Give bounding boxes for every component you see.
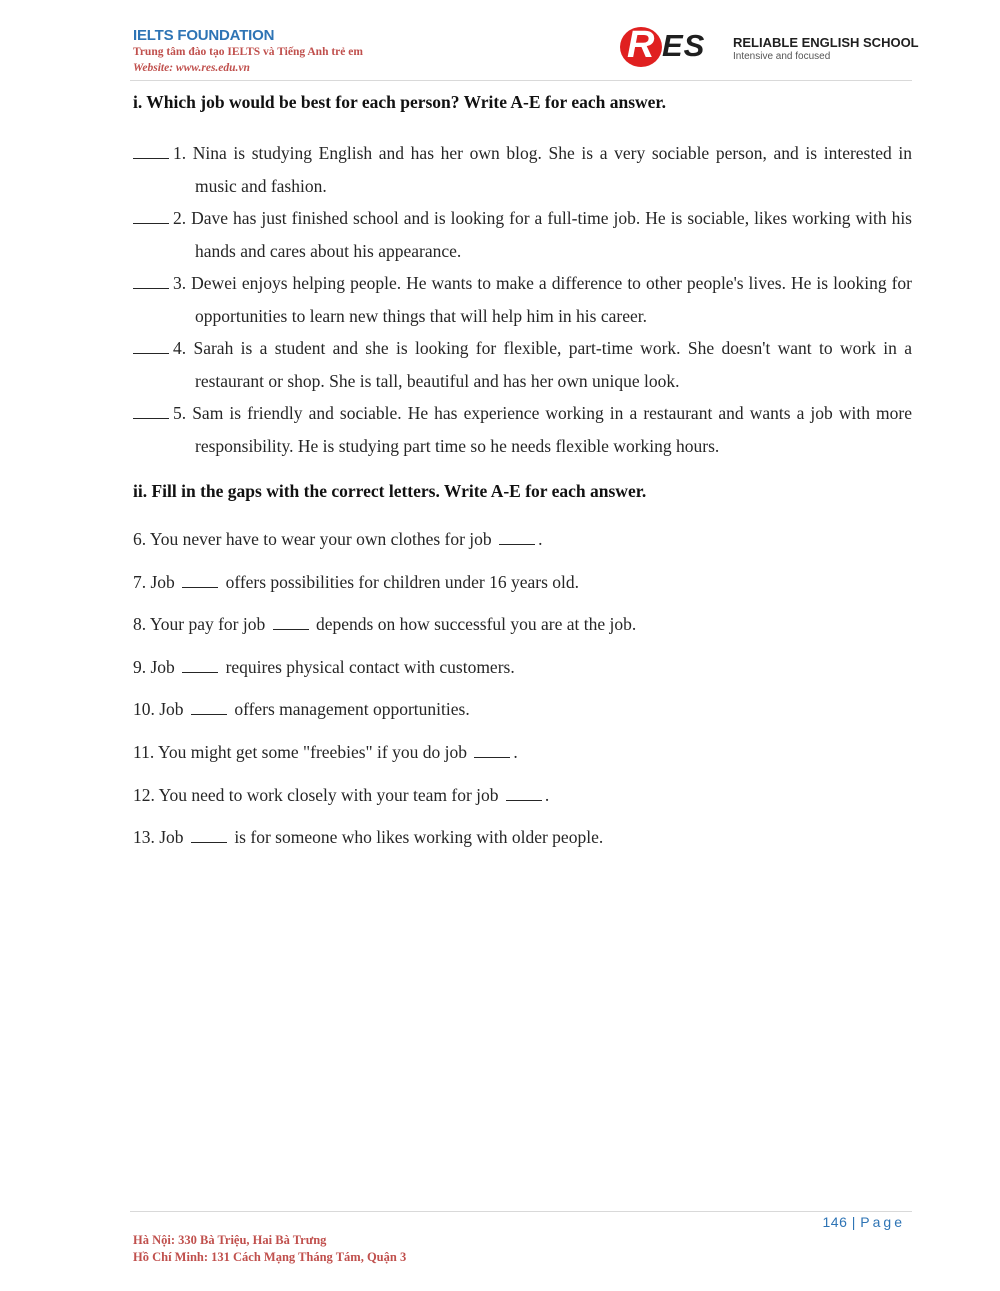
header-divider	[130, 80, 912, 81]
answer-blank[interactable]	[182, 658, 218, 673]
res-logo	[620, 24, 919, 70]
answer-blank[interactable]	[133, 339, 169, 354]
section2-heading: ii. Fill in the gaps with the correct letters. Write A-E for each answer.	[133, 481, 647, 501]
logo-es-letters: ES	[662, 28, 706, 63]
org-subtitle: Trung tâm đào tạo IELTS và Tiếng Anh trẻ em	[133, 46, 363, 58]
gap-item	[133, 567, 912, 610]
answer-blank[interactable]	[191, 700, 227, 715]
gap-text-after: depends on how successful you are at the job.	[315, 614, 637, 635]
gap-text-before: 7. Job	[133, 571, 175, 592]
question-number: 5.	[173, 403, 187, 423]
gap-text-after: requires physical contact with customers.	[225, 656, 515, 677]
logo-circle	[620, 24, 662, 67]
question-text: Dewei enjoys helping people. He wants to make a difference to other people's lives. He is looking for opportunities to learn new things that will help him in his career.	[191, 273, 913, 326]
question-item	[133, 397, 912, 462]
question-text: Sarah is a student and she is looking for flexible, part-time work. She doesn't want to work in a restaurant or shop. She is tall, beautiful and has her own unique look.	[193, 338, 912, 391]
page-header	[0, 0, 1000, 82]
question-item	[133, 137, 912, 202]
question-number: 3.	[173, 273, 187, 293]
question-text: Dave has just finished school and is looking for a full-time job. He is sociable, likes working with his hands and cares about his appearance.	[191, 208, 912, 261]
gap-item	[133, 780, 912, 823]
question-number: 1.	[173, 143, 187, 163]
gap-item	[133, 609, 912, 652]
matching-question-list	[133, 137, 912, 462]
gap-text-after: .	[538, 529, 543, 549]
section1-heading: i. Which job would be best for each person? Write A-E for each answer.	[133, 92, 666, 112]
page-number-separator: |	[851, 1214, 856, 1230]
address-hanoi: Hà Nội: 330 Bà Triệu, Hai Bà Trưng	[133, 1233, 327, 1247]
gap-item	[133, 822, 912, 865]
gap-text-after: is for someone who likes working with older people.	[234, 827, 604, 848]
address-hcm: Hồ Chí Minh: 131 Cách Mạng Tháng Tám, Quận 3	[133, 1250, 407, 1264]
page-label: Page	[860, 1214, 905, 1230]
question-number: 2.	[173, 208, 187, 228]
question-text: Nina is studying English and has her own blog. She is a very sociable person, and is interested in music and fashion.	[192, 143, 912, 196]
logo-tagline: Intensive and focused	[733, 51, 831, 62]
page-number	[823, 1214, 905, 1230]
footer-divider	[130, 1211, 912, 1212]
gap-text-before: 11. You might get some "freebies" if you do job	[133, 741, 467, 762]
answer-blank[interactable]	[474, 743, 510, 758]
answer-blank[interactable]	[499, 530, 535, 545]
gap-text-before: 13. Job	[133, 827, 184, 848]
answer-blank[interactable]	[133, 404, 169, 419]
answer-blank[interactable]	[182, 573, 218, 588]
gap-item	[133, 652, 912, 695]
gap-item	[133, 524, 912, 567]
question-item	[133, 267, 912, 332]
logo-school-name: RELIABLE ENGLISH SCHOOL	[733, 35, 919, 50]
gap-text-after: .	[544, 784, 550, 805]
question-number: 4.	[173, 338, 187, 358]
gap-item	[133, 737, 912, 780]
gap-text-after: .	[513, 741, 518, 762]
gap-text-before: 10. Job	[133, 699, 184, 720]
answer-blank[interactable]	[133, 209, 169, 224]
answer-blank[interactable]	[506, 786, 542, 801]
gap-text-before: 9. Job	[133, 656, 175, 677]
website-label: Website:	[133, 62, 174, 74]
answer-blank[interactable]	[273, 615, 309, 630]
gap-text-after: offers management opportunities.	[234, 699, 470, 720]
org-title: IELTS FOUNDATION	[133, 27, 275, 44]
gap-text-before: 6. You never have to wear your own clothes for job	[133, 529, 492, 549]
answer-blank[interactable]	[133, 144, 169, 159]
page-number-value: 146	[822, 1214, 848, 1230]
gap-text-after: offers possibilities for children under 16 years old.	[225, 571, 580, 592]
answer-blank[interactable]	[191, 828, 227, 843]
gap-text-before: 8. Your pay for job	[133, 614, 266, 635]
answer-blank[interactable]	[133, 274, 169, 289]
gap-fill-list	[133, 524, 912, 865]
logo-r-letter: R	[627, 24, 655, 66]
question-item	[133, 332, 912, 397]
gap-item	[133, 694, 912, 737]
website-url: www.res.edu.vn	[175, 62, 250, 74]
org-website	[133, 62, 250, 74]
gap-text-before: 12. You need to work closely with your team for job	[133, 784, 499, 805]
question-text: Sam is friendly and sociable. He has experience working in a restaurant and wants a job with more responsibility. He is studying part time so he needs flexible working hours.	[192, 403, 913, 456]
question-item	[133, 202, 912, 267]
